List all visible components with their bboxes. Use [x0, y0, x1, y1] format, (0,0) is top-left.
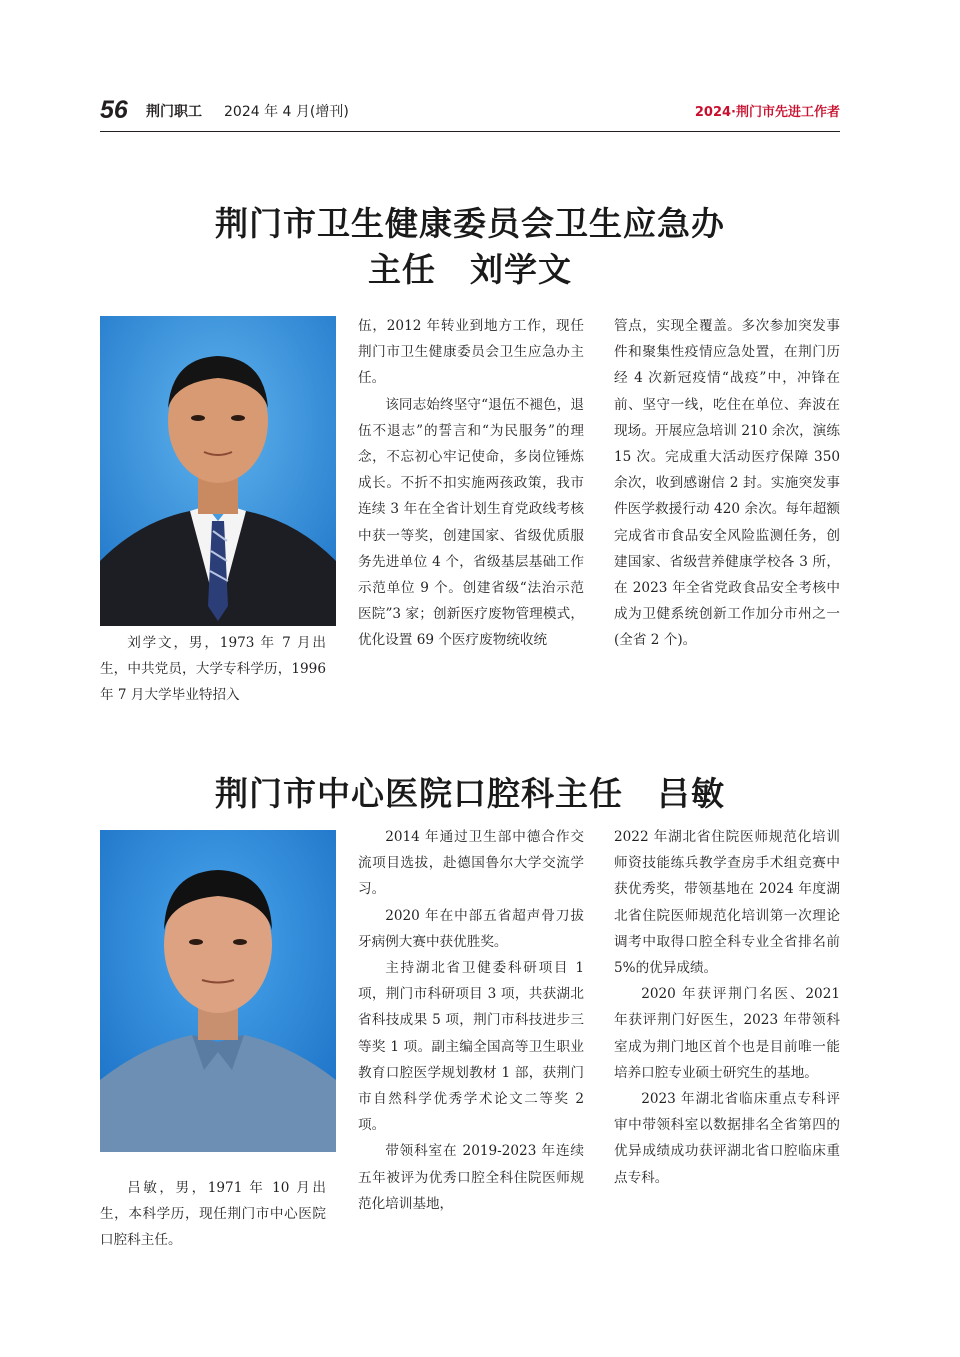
article1-caption — [100, 630, 326, 709]
page-number: 56 — [100, 96, 128, 124]
article1-title-line1: 荆门市卫生健康委员会卫生应急办 — [215, 204, 725, 243]
article1-column3 — [614, 313, 840, 654]
magazine-name: 荆门职工 — [146, 104, 202, 120]
article1-title-line2: 主任 刘学文 — [368, 250, 572, 289]
article1-col3-p1: 管点，实现全覆盖。多次参加突发事件和聚集性疫情应急处置，在荆门历经 4 次新冠疫情“战疫”中，冲锋在前、坚守一线，吃住在单位、奔波在现场。开展应急培训 210 余次，演练 15 次。完成重大活动医疗保障 350 余次，收到感谢信 2 封。实施突发事件医学救援行动 420 余次。每年超额完成省市食品安全风险监测任务，创建国家、省级营养健康学校各 3 所，在 2023 年全省党政食品安全考核中成为卫健系统创新工作加分市州之一(全省 2 个)。 — [614, 318, 840, 649]
portrait-lv-min — [100, 830, 336, 1152]
article1-column2 — [358, 313, 584, 654]
article2-title: 荆门市中心医院口腔科主任 吕敏 — [215, 774, 725, 813]
article2-col2-p4: 带领科室在 2019-2023 年连续五年被评为优秀口腔全科住院医师规范化培训基地， — [358, 1143, 584, 1212]
article2-column3 — [614, 824, 840, 1191]
article2-col2-p2: 2020 年在中部五省超声骨刀拔牙病例大赛中获优胜奖。 — [358, 907, 584, 950]
article2-col3-p3: 2023 年湖北省临床重点专科评审中带领科室以数据排名全省第四的优异成绩成功获评湖北省口腔临床重点专科。 — [614, 1091, 840, 1186]
article2-col2-p1: 2014 年通过卫生部中德合作交流项目选拔，赴德国鲁尔大学交流学习。 — [358, 829, 584, 898]
portrait-liu-xuewen — [100, 316, 336, 626]
article1-caption-text: 刘学文，男，1973 年 7 月出生，中共党员，大学专科学历，1996 年 7 月大学毕业特招入 — [100, 635, 326, 704]
issue-date: 2024 年 4 月(增刊) — [224, 104, 349, 120]
header-rule — [100, 131, 840, 132]
article2-col3-p1: 2022 年湖北省住院医师规范化培训师资技能练兵教学查房手术组竞赛中获优秀奖，带领基地在 2024 年度湖北省住院医师规范化培训第一次理论调考中取得口腔全科专业全省排名前 5%的优异成绩。 — [614, 829, 840, 977]
article2-caption-text: 吕敏，男，1971 年 10 月出生，本科学历，现任荆门市中心医院口腔科主任。 — [100, 1180, 326, 1249]
article2-col3-p2: 2020 年获评荆门名医、2021 年获评荆门好医生，2023 年带领科室成为荆门地区首个也是目前唯一能培养口腔专业硕士研究生的基地。 — [614, 986, 840, 1081]
article1-col2-p1: 伍，2012 年转业到地方工作，现任荆门市卫生健康委员会卫生应急办主任。 — [358, 318, 584, 387]
article2-column2 — [358, 824, 584, 1217]
page-header — [100, 96, 840, 130]
section-title: 2024·荆门市先进工作者 — [694, 105, 840, 120]
article2-col2-p3: 主持湖北省卫健委科研项目 1 项，荆门市科研项目 3 项，共获湖北省科技成果 5 项，荆门市科技进步三等奖 1 项。副主编全国高等卫生职业教育口腔医学规划教材 1 部，获荆门市自然科学优秀学术论文二等奖 2 项。 — [358, 960, 584, 1134]
article1-col2-p2: 该同志始终坚守“退伍不褪色，退伍不退志”的誓言和“为民服务”的理念，不忘初心牢记使命，多岗位锤炼成长。不折不扣实施两孩政策，我市连续 3 年在全省计划生育党政线考核中获一等奖，创建国家、省级优质服务先进单位 4 个，省级基层基础工作示范单位 9 个。创建省级“法治示范医院”3 家；创新医疗废物管理模式，优化设置 69 个医疗废物统收统 — [358, 396, 584, 649]
article2-caption — [100, 1175, 326, 1254]
